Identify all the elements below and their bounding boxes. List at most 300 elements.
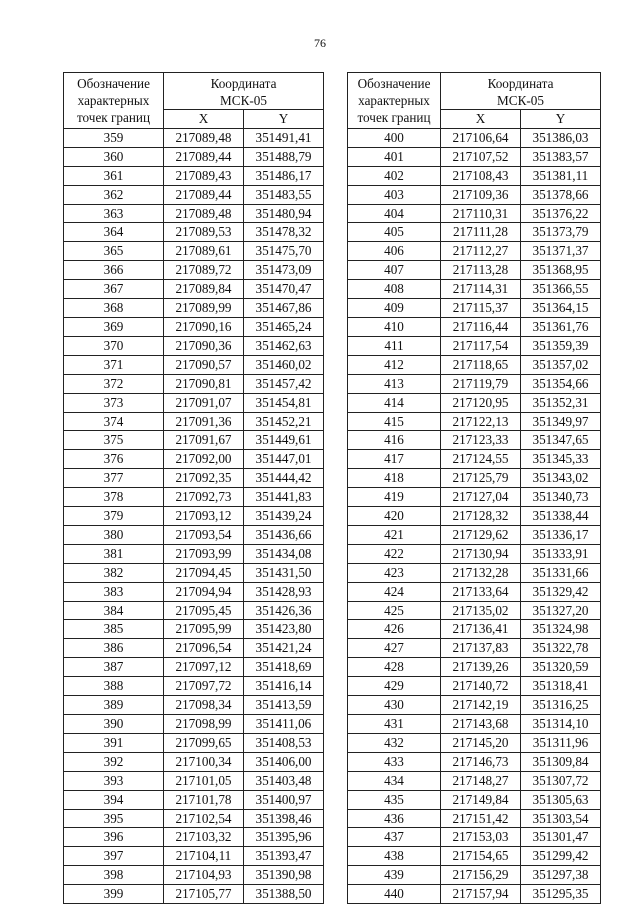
- table-row: [64, 336, 324, 355]
- point-number-cell: 386: [64, 639, 164, 658]
- point-number-cell: 418: [348, 469, 441, 488]
- x-coordinate-cell: 217114,31: [441, 280, 521, 299]
- table-row: [64, 393, 324, 412]
- point-number-cell: 438: [348, 847, 441, 866]
- x-coordinate-cell: 217093,54: [164, 525, 244, 544]
- x-coordinate-cell: 217104,93: [164, 866, 244, 885]
- table-row: [348, 336, 601, 355]
- table-row: [348, 147, 601, 166]
- table-row: [348, 696, 601, 715]
- point-number-cell: 395: [64, 809, 164, 828]
- y-coordinate-cell: 351301,47: [521, 828, 601, 847]
- x-coordinate-cell: 217095,45: [164, 601, 244, 620]
- table-row: [348, 620, 601, 639]
- y-coordinate-cell: 351460,02: [244, 355, 324, 374]
- y-coordinate-cell: 351491,41: [244, 128, 324, 147]
- table-row: [348, 885, 601, 904]
- point-number-cell: 388: [64, 677, 164, 696]
- point-number-cell: 409: [348, 299, 441, 318]
- point-number-cell: 437: [348, 828, 441, 847]
- y-coordinate-cell: 351473,09: [244, 261, 324, 280]
- x-coordinate-cell: 217148,27: [441, 771, 521, 790]
- table-row: [64, 866, 324, 885]
- point-number-cell: 416: [348, 431, 441, 450]
- table-row: [348, 166, 601, 185]
- y-coordinate-cell: 351303,54: [521, 809, 601, 828]
- x-coordinate-cell: 217106,64: [441, 128, 521, 147]
- x-coordinate-cell: 217090,16: [164, 317, 244, 336]
- table-row: [348, 677, 601, 696]
- y-coordinate-cell: 351388,50: [244, 885, 324, 904]
- x-coordinate-cell: 217092,73: [164, 488, 244, 507]
- table-row: [64, 166, 324, 185]
- point-number-cell: 399: [64, 885, 164, 904]
- point-number-cell: 360: [64, 147, 164, 166]
- point-number-cell: 401: [348, 147, 441, 166]
- y-coordinate-cell: 351434,08: [244, 544, 324, 563]
- y-coordinate-cell: 351428,93: [244, 582, 324, 601]
- x-coordinate-cell: 217137,83: [441, 639, 521, 658]
- x-coordinate-cell: 217089,44: [164, 185, 244, 204]
- table-row: [64, 733, 324, 752]
- y-coordinate-cell: 351449,61: [244, 431, 324, 450]
- point-number-cell: 406: [348, 242, 441, 261]
- y-coordinate-cell: 351383,57: [521, 147, 601, 166]
- point-number-cell: 407: [348, 261, 441, 280]
- table-row: [64, 242, 324, 261]
- table-row: [348, 809, 601, 828]
- table-row: [64, 658, 324, 677]
- table-row: [348, 847, 601, 866]
- table-row: [64, 828, 324, 847]
- y-coordinate-cell: 351359,39: [521, 336, 601, 355]
- x-coordinate-cell: 217119,79: [441, 374, 521, 393]
- y-coordinate-cell: 351462,63: [244, 336, 324, 355]
- page-number: 76: [314, 36, 326, 50]
- table-body-right: [348, 128, 601, 903]
- table-row: [348, 280, 601, 299]
- y-coordinate-cell: 351457,42: [244, 374, 324, 393]
- x-coordinate-cell: 217089,99: [164, 299, 244, 318]
- point-number-cell: 423: [348, 563, 441, 582]
- y-coordinate-cell: 351406,00: [244, 752, 324, 771]
- coordinates-table-right: [347, 72, 601, 904]
- point-number-cell: 365: [64, 242, 164, 261]
- table-row: [64, 582, 324, 601]
- table-row: [348, 242, 601, 261]
- point-number-cell: 397: [64, 847, 164, 866]
- x-coordinate-cell: 217098,34: [164, 696, 244, 715]
- y-coordinate-cell: 351386,03: [521, 128, 601, 147]
- y-coordinate-cell: 351398,46: [244, 809, 324, 828]
- table-row: [64, 355, 324, 374]
- table-row: [64, 223, 324, 242]
- x-coordinate-cell: 217145,20: [441, 733, 521, 752]
- y-coordinate-cell: 351480,94: [244, 204, 324, 223]
- y-coordinate-cell: 351426,36: [244, 601, 324, 620]
- x-coordinate-cell: 217127,04: [441, 488, 521, 507]
- y-coordinate-cell: 351305,63: [521, 790, 601, 809]
- point-number-cell: 359: [64, 128, 164, 147]
- table-row: [348, 393, 601, 412]
- y-coordinate-cell: 351467,86: [244, 299, 324, 318]
- x-coordinate-cell: 217139,26: [441, 658, 521, 677]
- y-coordinate-cell: 351403,48: [244, 771, 324, 790]
- point-number-cell: 410: [348, 317, 441, 336]
- table-row: [64, 620, 324, 639]
- x-coordinate-cell: 217089,53: [164, 223, 244, 242]
- y-coordinate-cell: 351418,69: [244, 658, 324, 677]
- x-coordinate-cell: 217125,79: [441, 469, 521, 488]
- y-coordinate-cell: 351352,31: [521, 393, 601, 412]
- table-row: [348, 771, 601, 790]
- y-coordinate-cell: 351416,14: [244, 677, 324, 696]
- point-number-cell: 382: [64, 563, 164, 582]
- x-coordinate-cell: 217157,94: [441, 885, 521, 904]
- table-row: [348, 639, 601, 658]
- table-row: [348, 828, 601, 847]
- table-row: [348, 299, 601, 318]
- y-coordinate-cell: 351376,22: [521, 204, 601, 223]
- x-coordinate-cell: 217103,32: [164, 828, 244, 847]
- y-coordinate-cell: 351452,21: [244, 412, 324, 431]
- x-coordinate-cell: 217089,48: [164, 128, 244, 147]
- y-coordinate-cell: 351390,98: [244, 866, 324, 885]
- point-number-cell: 380: [64, 525, 164, 544]
- x-coordinate-cell: 217128,32: [441, 507, 521, 526]
- x-coordinate-cell: 217101,78: [164, 790, 244, 809]
- y-coordinate-cell: 351447,01: [244, 450, 324, 469]
- x-coordinate-cell: 217140,72: [441, 677, 521, 696]
- point-number-cell: 374: [64, 412, 164, 431]
- table-row: [348, 582, 601, 601]
- y-coordinate-cell: 351436,66: [244, 525, 324, 544]
- point-number-cell: 387: [64, 658, 164, 677]
- table-row: [348, 185, 601, 204]
- y-coordinate-cell: 351324,98: [521, 620, 601, 639]
- point-number-cell: 370: [64, 336, 164, 355]
- table-row: [64, 128, 324, 147]
- y-coordinate-cell: 351333,91: [521, 544, 601, 563]
- x-coordinate-cell: 217091,36: [164, 412, 244, 431]
- x-coordinate-cell: 217098,99: [164, 715, 244, 734]
- x-coordinate-cell: 217109,36: [441, 185, 521, 204]
- table-row: [64, 715, 324, 734]
- table-row: [348, 658, 601, 677]
- y-coordinate-cell: 351318,41: [521, 677, 601, 696]
- y-coordinate-cell: 351336,17: [521, 525, 601, 544]
- point-number-cell: 384: [64, 601, 164, 620]
- x-coordinate-cell: 217091,07: [164, 393, 244, 412]
- coordinates-table-left: [63, 72, 324, 904]
- table-row: [64, 147, 324, 166]
- x-coordinate-cell: 217091,67: [164, 431, 244, 450]
- x-coordinate-cell: 217089,61: [164, 242, 244, 261]
- table-row: [64, 525, 324, 544]
- table-row: [348, 374, 601, 393]
- table-row: [64, 790, 324, 809]
- x-coordinate-cell: 217097,72: [164, 677, 244, 696]
- x-coordinate-cell: 217117,54: [441, 336, 521, 355]
- y-coordinate-cell: 351378,66: [521, 185, 601, 204]
- x-coordinate-cell: 217111,28: [441, 223, 521, 242]
- point-number-cell: 412: [348, 355, 441, 374]
- y-coordinate-cell: 351357,02: [521, 355, 601, 374]
- y-coordinate-cell: 351309,84: [521, 752, 601, 771]
- point-number-cell: 425: [348, 601, 441, 620]
- point-number-cell: 361: [64, 166, 164, 185]
- x-coordinate-cell: 217110,31: [441, 204, 521, 223]
- table-row: [64, 299, 324, 318]
- x-coordinate-cell: 217089,72: [164, 261, 244, 280]
- y-coordinate-cell: 351299,42: [521, 847, 601, 866]
- table-row: [348, 317, 601, 336]
- point-number-cell: 424: [348, 582, 441, 601]
- x-coordinate-cell: 217089,84: [164, 280, 244, 299]
- x-coordinate-cell: 217090,36: [164, 336, 244, 355]
- x-coordinate-cell: 217124,55: [441, 450, 521, 469]
- point-number-cell: 408: [348, 280, 441, 299]
- x-coordinate-cell: 217136,41: [441, 620, 521, 639]
- x-coordinate-cell: 217096,54: [164, 639, 244, 658]
- point-number-cell: 381: [64, 544, 164, 563]
- y-column-header: Y: [244, 110, 324, 129]
- x-coordinate-cell: 217153,03: [441, 828, 521, 847]
- y-coordinate-cell: 351347,65: [521, 431, 601, 450]
- x-coordinate-cell: 217101,05: [164, 771, 244, 790]
- point-number-cell: 392: [64, 752, 164, 771]
- point-number-cell: 415: [348, 412, 441, 431]
- table-row: [64, 809, 324, 828]
- y-coordinate-cell: 351478,32: [244, 223, 324, 242]
- table-row: [64, 204, 324, 223]
- table-row: [348, 790, 601, 809]
- x-coordinate-cell: 217104,11: [164, 847, 244, 866]
- table-row: [348, 525, 601, 544]
- x-coordinate-cell: 217156,29: [441, 866, 521, 885]
- x-coordinate-cell: 217097,12: [164, 658, 244, 677]
- point-number-cell: 436: [348, 809, 441, 828]
- point-number-cell: 366: [64, 261, 164, 280]
- point-number-cell: 435: [348, 790, 441, 809]
- y-coordinate-cell: 351295,35: [521, 885, 601, 904]
- y-coordinate-cell: 351338,44: [521, 507, 601, 526]
- y-coordinate-cell: 351413,59: [244, 696, 324, 715]
- point-number-cell: 426: [348, 620, 441, 639]
- table-row: [348, 412, 601, 431]
- table-row: [64, 185, 324, 204]
- table-body-left: [64, 128, 324, 903]
- table-row: [348, 563, 601, 582]
- y-coordinate-cell: 351314,10: [521, 715, 601, 734]
- x-coordinate-cell: 217089,48: [164, 204, 244, 223]
- point-number-cell: 371: [64, 355, 164, 374]
- point-number-cell: 363: [64, 204, 164, 223]
- y-coordinate-cell: 351343,02: [521, 469, 601, 488]
- x-coordinate-cell: 217123,33: [441, 431, 521, 450]
- y-coordinate-cell: 351431,50: [244, 563, 324, 582]
- point-number-cell: 433: [348, 752, 441, 771]
- point-number-cell: 404: [348, 204, 441, 223]
- y-coordinate-cell: 351475,70: [244, 242, 324, 261]
- table-row: [64, 885, 324, 904]
- table-row: [348, 431, 601, 450]
- x-coordinate-cell: 217154,65: [441, 847, 521, 866]
- x-coordinate-cell: 217133,64: [441, 582, 521, 601]
- point-number-cell: 414: [348, 393, 441, 412]
- point-number-cell: 393: [64, 771, 164, 790]
- x-coordinate-cell: 217143,68: [441, 715, 521, 734]
- y-coordinate-cell: 351345,33: [521, 450, 601, 469]
- y-coordinate-cell: 351381,11: [521, 166, 601, 185]
- x-coordinate-cell: 217092,00: [164, 450, 244, 469]
- y-coordinate-cell: 351349,97: [521, 412, 601, 431]
- table-row: [64, 507, 324, 526]
- point-number-cell: 427: [348, 639, 441, 658]
- x-coordinate-cell: 217132,28: [441, 563, 521, 582]
- table-row: [64, 317, 324, 336]
- point-number-cell: 440: [348, 885, 441, 904]
- point-number-cell: 376: [64, 450, 164, 469]
- y-coordinate-cell: 351371,37: [521, 242, 601, 261]
- y-coordinate-cell: 351340,73: [521, 488, 601, 507]
- point-number-cell: 377: [64, 469, 164, 488]
- point-number-cell: 430: [348, 696, 441, 715]
- x-coordinate-cell: 217129,62: [441, 525, 521, 544]
- x-coordinate-cell: 217095,99: [164, 620, 244, 639]
- y-coordinate-cell: 351488,79: [244, 147, 324, 166]
- x-coordinate-cell: 217089,44: [164, 147, 244, 166]
- table-row: [348, 488, 601, 507]
- table-row: [348, 544, 601, 563]
- x-coordinate-cell: 217130,94: [441, 544, 521, 563]
- table-row: [348, 752, 601, 771]
- y-coordinate-cell: 351331,66: [521, 563, 601, 582]
- y-coordinate-cell: 351311,96: [521, 733, 601, 752]
- x-coordinate-cell: 217135,02: [441, 601, 521, 620]
- y-coordinate-cell: 351486,17: [244, 166, 324, 185]
- point-number-cell: 368: [64, 299, 164, 318]
- table-row: [348, 355, 601, 374]
- y-coordinate-cell: 351421,24: [244, 639, 324, 658]
- y-coordinate-cell: 351327,20: [521, 601, 601, 620]
- point-number-cell: 419: [348, 488, 441, 507]
- coordinate-header: Координата МСК-05: [441, 73, 601, 110]
- table-row: [64, 677, 324, 696]
- y-coordinate-cell: 351373,79: [521, 223, 601, 242]
- y-coordinate-cell: 351364,15: [521, 299, 601, 318]
- table-row: [64, 847, 324, 866]
- table-row: [64, 563, 324, 582]
- y-coordinate-cell: 351441,83: [244, 488, 324, 507]
- point-number-cell: 385: [64, 620, 164, 639]
- x-coordinate-cell: 217099,65: [164, 733, 244, 752]
- point-number-cell: 391: [64, 733, 164, 752]
- x-coordinate-cell: 217120,95: [441, 393, 521, 412]
- point-number-cell: 394: [64, 790, 164, 809]
- point-number-cell: 411: [348, 336, 441, 355]
- x-coordinate-cell: 217116,44: [441, 317, 521, 336]
- x-coordinate-cell: 217112,27: [441, 242, 521, 261]
- x-coordinate-cell: 217090,81: [164, 374, 244, 393]
- x-coordinate-cell: 217149,84: [441, 790, 521, 809]
- point-number-cell: 439: [348, 866, 441, 885]
- x-coordinate-cell: 217094,45: [164, 563, 244, 582]
- y-coordinate-cell: 351444,42: [244, 469, 324, 488]
- x-coordinate-cell: 217090,57: [164, 355, 244, 374]
- y-coordinate-cell: 351316,25: [521, 696, 601, 715]
- table-row: [64, 412, 324, 431]
- y-coordinate-cell: 351366,55: [521, 280, 601, 299]
- x-coordinate-cell: 217094,94: [164, 582, 244, 601]
- x-coordinate-cell: 217151,42: [441, 809, 521, 828]
- table-row: [348, 223, 601, 242]
- y-coordinate-cell: 351329,42: [521, 582, 601, 601]
- y-coordinate-cell: 351354,66: [521, 374, 601, 393]
- table-row: [348, 128, 601, 147]
- y-coordinate-cell: 351400,97: [244, 790, 324, 809]
- table-row: [64, 374, 324, 393]
- table-row: [348, 733, 601, 752]
- point-number-cell: 417: [348, 450, 441, 469]
- y-coordinate-cell: 351454,81: [244, 393, 324, 412]
- point-number-cell: 375: [64, 431, 164, 450]
- point-number-cell: 378: [64, 488, 164, 507]
- table-row: [64, 431, 324, 450]
- table-row: [64, 450, 324, 469]
- point-number-cell: 367: [64, 280, 164, 299]
- point-number-cell: 369: [64, 317, 164, 336]
- x-coordinate-cell: 217089,43: [164, 166, 244, 185]
- table-row: [348, 204, 601, 223]
- y-coordinate-cell: 351408,53: [244, 733, 324, 752]
- y-coordinate-cell: 351483,55: [244, 185, 324, 204]
- x-coordinate-cell: 217092,35: [164, 469, 244, 488]
- table-row: [64, 488, 324, 507]
- point-label-header: Обозначение характерных точек границ: [64, 73, 164, 129]
- point-number-cell: 396: [64, 828, 164, 847]
- y-coordinate-cell: 351395,96: [244, 828, 324, 847]
- x-coordinate-cell: 217118,65: [441, 355, 521, 374]
- x-column-header: X: [164, 110, 244, 129]
- table-row: [348, 715, 601, 734]
- point-number-cell: 373: [64, 393, 164, 412]
- y-coordinate-cell: 351307,72: [521, 771, 601, 790]
- table-row: [348, 261, 601, 280]
- y-coordinate-cell: 351470,47: [244, 280, 324, 299]
- table-row: [64, 469, 324, 488]
- point-number-cell: 405: [348, 223, 441, 242]
- y-coordinate-cell: 351465,24: [244, 317, 324, 336]
- table-row: [348, 601, 601, 620]
- table-row: [348, 469, 601, 488]
- point-number-cell: 434: [348, 771, 441, 790]
- y-coordinate-cell: 351322,78: [521, 639, 601, 658]
- point-number-cell: 372: [64, 374, 164, 393]
- point-number-cell: 364: [64, 223, 164, 242]
- point-number-cell: 362: [64, 185, 164, 204]
- x-column-header: X: [441, 110, 521, 129]
- point-number-cell: 429: [348, 677, 441, 696]
- x-coordinate-cell: 217146,73: [441, 752, 521, 771]
- x-coordinate-cell: 217115,37: [441, 299, 521, 318]
- y-coordinate-cell: 351368,95: [521, 261, 601, 280]
- y-column-header: Y: [521, 110, 601, 129]
- table-row: [64, 601, 324, 620]
- table-row: [64, 696, 324, 715]
- y-coordinate-cell: 351423,80: [244, 620, 324, 639]
- y-coordinate-cell: 351361,76: [521, 317, 601, 336]
